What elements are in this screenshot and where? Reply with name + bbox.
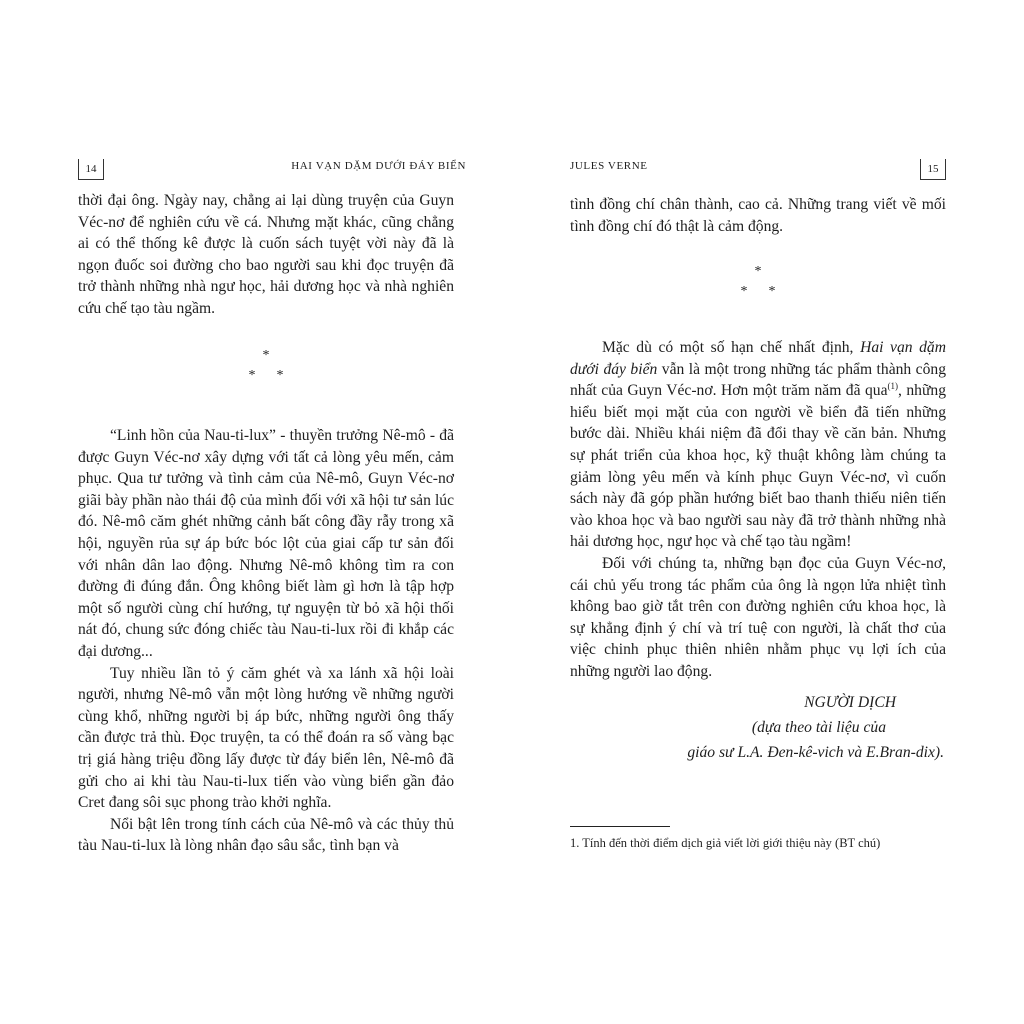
text-block-main	[78, 425, 454, 857]
running-header: JULES VERNE	[570, 160, 648, 172]
text-block-top	[78, 190, 454, 320]
right-page	[512, 0, 1024, 1024]
text-run: Mặc dù có một số hạn chế nhất định,	[602, 339, 854, 356]
page-number: 15	[920, 159, 946, 180]
paragraph: tình đồng chí chân thành, cao cả. Những trang viết về mối tình đồng chí đó thật là cảm động.	[570, 196, 946, 235]
paragraph: thời đại ông. Ngày nay, chẳng ai lại dùng truyện của Guyn Véc-nơ để nghiên cứu về cá. Nhưng mặt khác, cũng chẳng ai có thể thống kê được là cuốn sách tuyệt vời này đã là ngọn đuốc soi đường cho bao người sau khi đọc truyện đã trở thành những nhà ngư học, hải dương học và nhà nghiên cứu chế tạo tàu ngầm.	[78, 192, 454, 317]
divider-star-bottom: * *	[248, 368, 284, 383]
text-run: , những hiểu biết mọi mặt của con người về biển đã tiến những bước dài. Nhiều khái niệm đã đổi thay về căn bản. Nhưng sự phát triển của khoa học, kỹ thuật không làm chúng ta giảm lòng yêu mến và kính phục Guyn Véc-nơ, vì cuốn sách này đã góp phần hướng biết bao thanh thiếu niên tiến vào khoa học và bao người sau này đã trở thành những nhà hải dương học, ngư học và chế tạo tàu ngầm!	[570, 382, 947, 551]
paragraph: Nổi bật lên trong tính cách của Nê-mô và các thủy thủ tàu Nau-ti-lux là lòng nhân đạo sâu sắc, tình bạn và	[78, 815, 454, 855]
divider-star-top: *	[262, 348, 270, 363]
footnote-reference: (1)	[887, 381, 898, 391]
section-divider	[78, 346, 454, 386]
footnote: 1. Tính đến thời điểm dịch giả viết lời giới thiệu này (BT chú)	[570, 836, 881, 850]
page-number: 14	[78, 159, 104, 180]
text-block-top	[570, 194, 946, 237]
text-block-main	[570, 337, 946, 683]
section-divider	[570, 262, 946, 302]
book-title: Hai vạn dặm dưới đáy biển	[570, 339, 946, 378]
running-header: HAI VẠN DẶM DƯỚI ĐÁY BIỂN	[291, 160, 466, 172]
paragraph	[570, 337, 946, 553]
signature-title: NGƯỜI DỊCH	[804, 694, 896, 711]
text-run: vẫn là một trong những tác phẩm thành công nhất của Guyn Véc-nơ. Hơn một trăm năm đã qua	[570, 360, 946, 400]
paragraph: Tuy nhiều lần tỏ ý căm ghét và xa lánh xã hội loài người, nhưng Nê-mô vẫn một lòng hướng về những người cùng khổ, những người bị áp bức, những người ông thấy cần được trả thù. Đọc truyện, ta có thể đoán ra số vàng bạc trị giá hàng triệu đồng lấy được từ đáy biển lên, Nê-mô đã gửi cho ai khi tàu Nau-ti-lux tiến vào vùng biển gần đảo Cret đang sôi sục phong trào khởi nghĩa.	[78, 664, 454, 812]
translator-signature	[564, 690, 944, 765]
paragraph: “Linh hồn của Nau-ti-lux” - thuyền trưởng Nê-mô - đã được Guyn Véc-nơ xây dựng với tất cả lòng yêu mến, cảm phục. Qua tư tưởng và tình cảm của Nê-mô, Guyn Véc-nơ giãi bày phần nào thái độ của mình đối với xã hội tư sản lúc đó. Nê-mô căm ghét những cảnh bất công đầy rẫy trong xã hội, nguyền rủa sự áp bức bóc lột của giai cấp tư sản đối với nhân dân lao động. Nhưng Nê-mô không tìm ra con đường đi đúng đắn. Ông không biết làm gì hơn là tập hợp một số người cùng chí hướng, tự nguyện từ bỏ xã hội thối nát đó, chung sức đóng chiếc tàu Nau-ti-lux rồi đi khắp các đại dương...	[78, 427, 454, 660]
divider-star-top: *	[754, 264, 762, 279]
signature-authors: giáo sư L.A. Đen-kê-vich và E.Bran-dix).	[687, 744, 944, 761]
divider-star-bottom: * *	[740, 284, 776, 299]
footnote-rule	[570, 826, 670, 827]
paragraph: Đối với chúng ta, những bạn đọc của Guyn Véc-nơ, cái chủ yếu trong tác phẩm của ông là ngọn lửa nhiệt tình không bao giờ tắt trên con đường nghiên cứu khoa học, là sự khẳng định ý chí và trí tuệ con người, là chất thơ của việc chinh phục thiên nhiên nhằm phục vụ lợi ích của những người lao động.	[570, 554, 946, 680]
signature-source: (dựa theo tài liệu của	[751, 719, 886, 736]
